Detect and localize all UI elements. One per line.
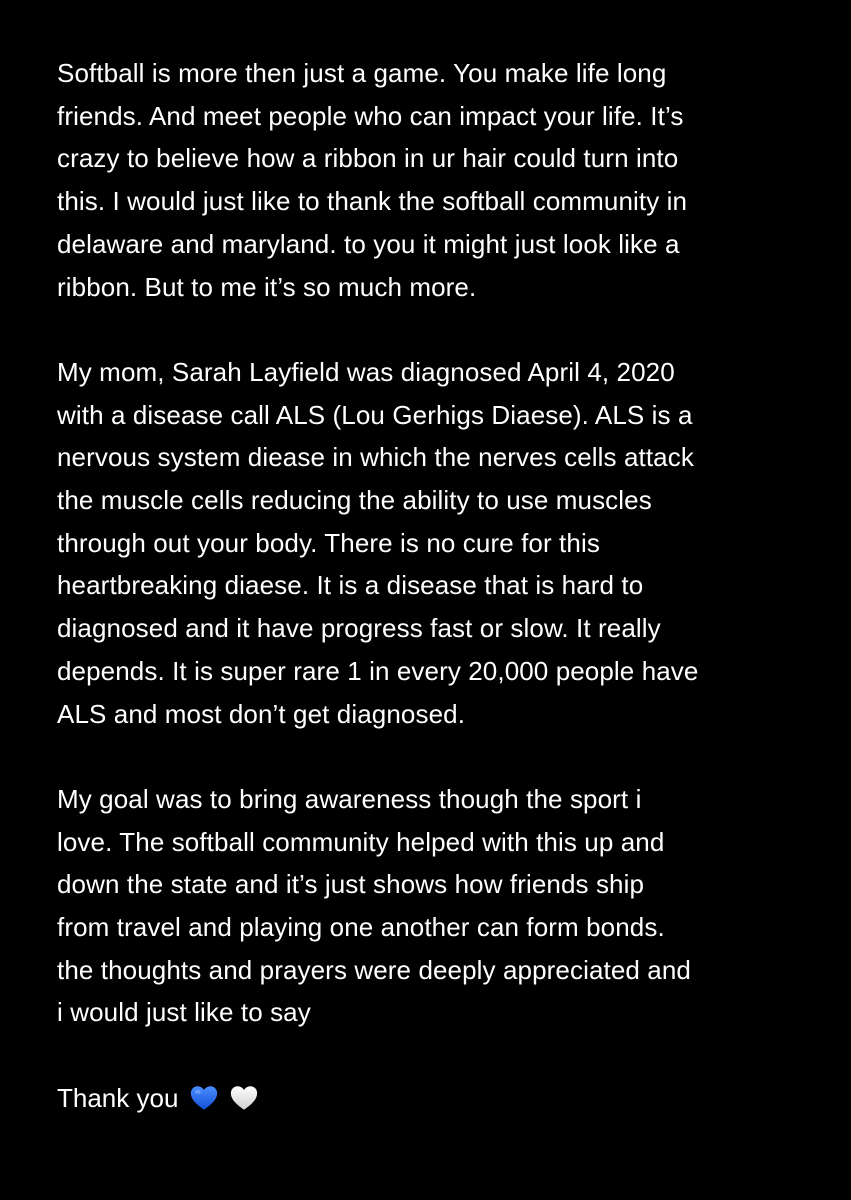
text-line: ALS and most don’t get diagnosed. [57, 698, 466, 729]
text-line: friends. And meet people who can impact your life. It’s [57, 100, 684, 131]
text-line: from travel and playing one another can form bonds. [57, 912, 665, 943]
closing-text: Thank you [57, 1082, 179, 1113]
paragraph-1 [57, 52, 827, 308]
text-line: through out your body. There is no cure for this [57, 527, 600, 558]
paragraph-3 [57, 778, 827, 1034]
text-line: this. I would just like to thank the softball community in [57, 186, 688, 217]
text-line: heartbreaking diaese. It is a disease that is hard to [57, 570, 644, 601]
closing-line [57, 1077, 827, 1120]
text-line: i would just like to say [57, 997, 311, 1028]
text-line: delaware and maryland. to you it might just look like a [57, 228, 680, 259]
white-heart-icon [229, 1083, 259, 1113]
text-line: depends. It is super rare 1 in every 20,000 people have [57, 655, 699, 686]
text-line: Softball is more then just a game. You make life long [57, 58, 667, 88]
text-line: crazy to believe how a ribbon in ur hair could turn into [57, 143, 679, 174]
text-line: the thoughts and prayers were deeply appreciated and [57, 954, 691, 985]
paragraph-2 [57, 351, 827, 735]
text-line: nervous system diease in which the nerves cells attack [57, 442, 694, 473]
text-line: diagnosed and it have progress fast or slow. It really [57, 613, 661, 644]
note-body [57, 52, 827, 1120]
text-line: My mom, Sarah Layfield was diagnosed April 4, 2020 [57, 356, 675, 387]
text-line: down the state and it’s just shows how friends ship [57, 869, 645, 900]
text-line: ribbon. But to me it’s so much more. [57, 271, 477, 302]
text-line: with a disease call ALS (Lou Gerhigs Diaese). ALS is a [57, 399, 693, 430]
text-line: love. The softball community helped with this up and [57, 826, 665, 857]
text-line: the muscle cells reducing the ability to use muscles [57, 485, 652, 516]
blue-heart-icon [189, 1083, 219, 1113]
text-line: My goal was to bring awareness though the sport i [57, 783, 642, 814]
